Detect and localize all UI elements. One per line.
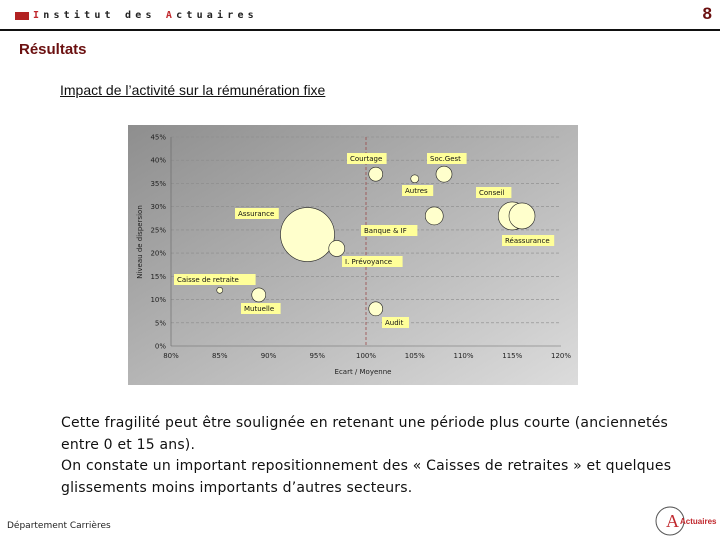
actuaires-footer-logo [654, 505, 718, 537]
footer-department: Département Carrières [7, 521, 111, 531]
bubble [509, 203, 535, 229]
page-number: 8 [702, 4, 712, 23]
x-tick-label: 120% [550, 352, 572, 360]
bubble [252, 288, 266, 302]
bubble [369, 167, 383, 181]
bubble-label: Conseil [479, 189, 505, 197]
bubble-label: Courtage [350, 155, 383, 163]
svg-text:A: A [666, 511, 679, 531]
x-tick-label: 85% [211, 352, 228, 360]
x-tick-label: 110% [453, 352, 474, 360]
svg-text:Actuaires: Actuaires [680, 517, 717, 526]
x-axis-label: Ecart / Moyenne [334, 368, 392, 376]
bubble [436, 166, 452, 182]
y-tick-label: 40% [150, 156, 166, 165]
y-tick-label: 10% [150, 296, 166, 305]
x-tick-label: 100% [355, 352, 377, 360]
bubble-label: I. Prévoyance [345, 258, 393, 266]
bubble-label: Soc.Gest [430, 155, 461, 163]
slide-subtitle: Impact de l’activité sur la rémunération fixe [60, 82, 326, 98]
y-tick-label: 0% [154, 342, 166, 351]
bubble-chart [128, 125, 578, 385]
bubble-label: Réassurance [505, 237, 550, 245]
bubble-label: Autres [405, 187, 428, 195]
y-tick-label: 30% [150, 203, 166, 212]
y-tick-label: 25% [150, 226, 166, 235]
bubble-label: Mutuelle [244, 305, 275, 313]
header-divider [0, 29, 720, 31]
bubble [281, 208, 335, 262]
y-tick-label: 35% [150, 179, 166, 188]
x-tick-label: 90% [260, 352, 277, 360]
institute-logo: Institut des Actuaires [15, 10, 258, 21]
bubble [217, 287, 223, 293]
bubble-label: Caisse de retraite [177, 276, 239, 284]
bubble [425, 207, 443, 225]
y-tick-label: 15% [150, 272, 166, 281]
bubble [411, 175, 419, 183]
y-tick-label: 45% [150, 133, 166, 142]
x-tick-label: 80% [163, 352, 179, 360]
y-axis-label: Niveau de dispersion [136, 205, 144, 279]
y-tick-label: 5% [154, 319, 166, 328]
x-tick-label: 95% [309, 352, 326, 360]
bubble-label: Banque & IF [364, 227, 407, 235]
x-tick-label: 105% [404, 352, 425, 360]
logo-square [15, 12, 29, 20]
bubble [369, 302, 383, 316]
x-tick-label: 115% [502, 352, 523, 360]
bubble-label: Audit [385, 319, 404, 327]
bubble-label: Assurance [238, 210, 275, 218]
body-text [61, 413, 701, 499]
page-title: Résultats [19, 41, 87, 58]
bubble [329, 240, 345, 256]
paragraph-1: Cette fragilité peut être soulignée en retenant une période plus courte (anciennetés entre 0 et 15 ans). [61, 415, 669, 453]
paragraph-2: On constate un important repositionnement des « Caisses de retraites » et quelques glissements moins importants d’autres secteurs. [61, 458, 672, 496]
y-tick-label: 20% [150, 249, 166, 258]
